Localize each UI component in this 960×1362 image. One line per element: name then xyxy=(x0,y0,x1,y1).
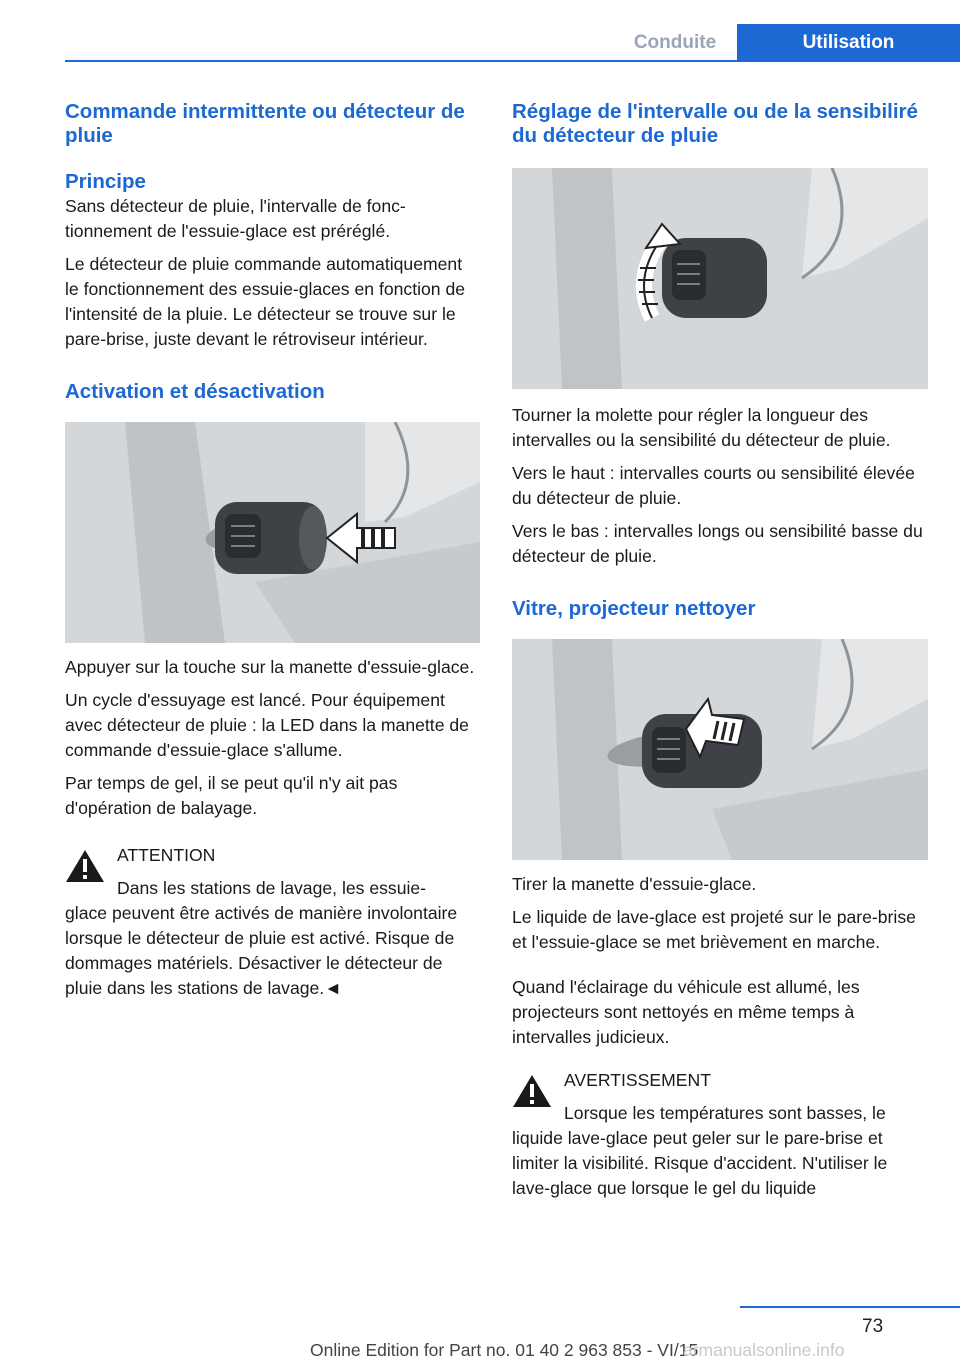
figure-reglage xyxy=(512,168,928,389)
figure-vitre xyxy=(512,639,928,860)
reglage-paragraph-1: Tourner la molette pour régler la longueur des intervalles ou la sensibilité du détecteur de pluie. xyxy=(512,405,891,450)
principe-paragraph-2: Le détecteur de pluie commande automatiquement le fonctionnement des essuie-glaces en fonction de l'intensité de la pluie. Le détecteur se trouve sur le pare-brise, juste devant le rétroviseur intérieur. xyxy=(65,254,466,349)
figure-activation xyxy=(65,422,480,643)
warning-triangle-icon xyxy=(512,1074,552,1108)
reglage-paragraph-2: Vers le haut : intervalles courts ou sensibilité élevée du détecteur de pluie. xyxy=(512,463,915,508)
header-rule xyxy=(65,60,960,62)
heading-vitre: Vitre, projecteur nettoyer xyxy=(512,597,756,620)
vitre-paragraph-2: Le liquide de lave-glace est projeté sur le pare-brise et l'essuie-glace se met brièvement en marche. xyxy=(512,907,916,952)
vitre-paragraph-3: Quand l'éclairage du véhicule est allumé, les projecteurs sont nettoyés en même temps à intervalles judicieux. xyxy=(512,977,860,1047)
principe-paragraph-1: Sans détecteur de pluie, l'intervalle de fonctionnement de l'essuie-glace est préréglé. xyxy=(65,196,406,241)
page-number: 73 xyxy=(862,1316,884,1337)
edition-note: Online Edition for Part no. 01 40 2 963 853 - VI/15 xyxy=(310,1340,699,1360)
warning-attention-body: glace peuvent être activés de manière involontaire lorsque le détecteur de pluie est activé. Risque de dommages matériels. Désactiver le détecteur de pluie dans les stations de lavage.◄ xyxy=(65,903,458,998)
footer-rule xyxy=(740,1306,960,1308)
tab-utilisation[interactable]: Utilisation xyxy=(737,24,960,62)
heading-reglage: Réglage de l'intervalle ou de la sensibiliré du détecteur de pluie xyxy=(512,100,918,147)
section-title-commande: Commande intermittente ou détecteur de pluie xyxy=(65,100,465,147)
right-column xyxy=(512,100,928,1201)
wiper-stalk-pull-illustration xyxy=(512,639,928,860)
reglage-paragraph-3: Vers le bas : intervalles longs ou sensibilité basse du détecteur de pluie. xyxy=(512,521,923,566)
warning-attention-line1: Dans les stations de lavage, les essuie- xyxy=(117,878,427,898)
warning-avertissement-body: liquide lave-glace peut geler sur le pare-brise et limiter la visibilité. Risque d'accident. N'utiliser le lave-glace que lorsque le gel du liquide xyxy=(512,1128,888,1198)
warning-avertissement xyxy=(512,1068,928,1201)
warning-triangle-icon xyxy=(65,849,105,883)
watermark: armanualsonline.info xyxy=(683,1340,845,1360)
vitre-paragraph-1: Tirer la manette d'essuie-glace. xyxy=(512,874,757,894)
left-column xyxy=(65,100,480,1001)
tab-conduite[interactable]: Conduite xyxy=(633,32,717,53)
wiper-stalk-rotate-illustration xyxy=(512,168,928,389)
warning-attention xyxy=(65,843,480,1001)
activation-paragraph-3: Par temps de gel, il se peut qu'il n'y ait pas d'opération de balayage. xyxy=(65,773,398,818)
warning-avertissement-title: AVERTISSEMENT xyxy=(564,1070,711,1090)
warning-avertissement-line1: Lorsque les températures sont basses, le xyxy=(564,1103,886,1123)
heading-activation: Activation et désactivation xyxy=(65,380,325,403)
warning-attention-title: ATTENTION xyxy=(117,845,216,865)
activation-paragraph-1: Appuyer sur la touche sur la manette d'essuie-glace. xyxy=(65,657,475,677)
activation-paragraph-2: Un cycle d'essuyage est lancé. Pour équipement avec détecteur de pluie : la LED dans la manette de commande d'essuie-glace s'allume. xyxy=(65,690,469,760)
wiper-stalk-press-illustration xyxy=(65,422,480,643)
heading-principe: Principe xyxy=(65,170,146,193)
